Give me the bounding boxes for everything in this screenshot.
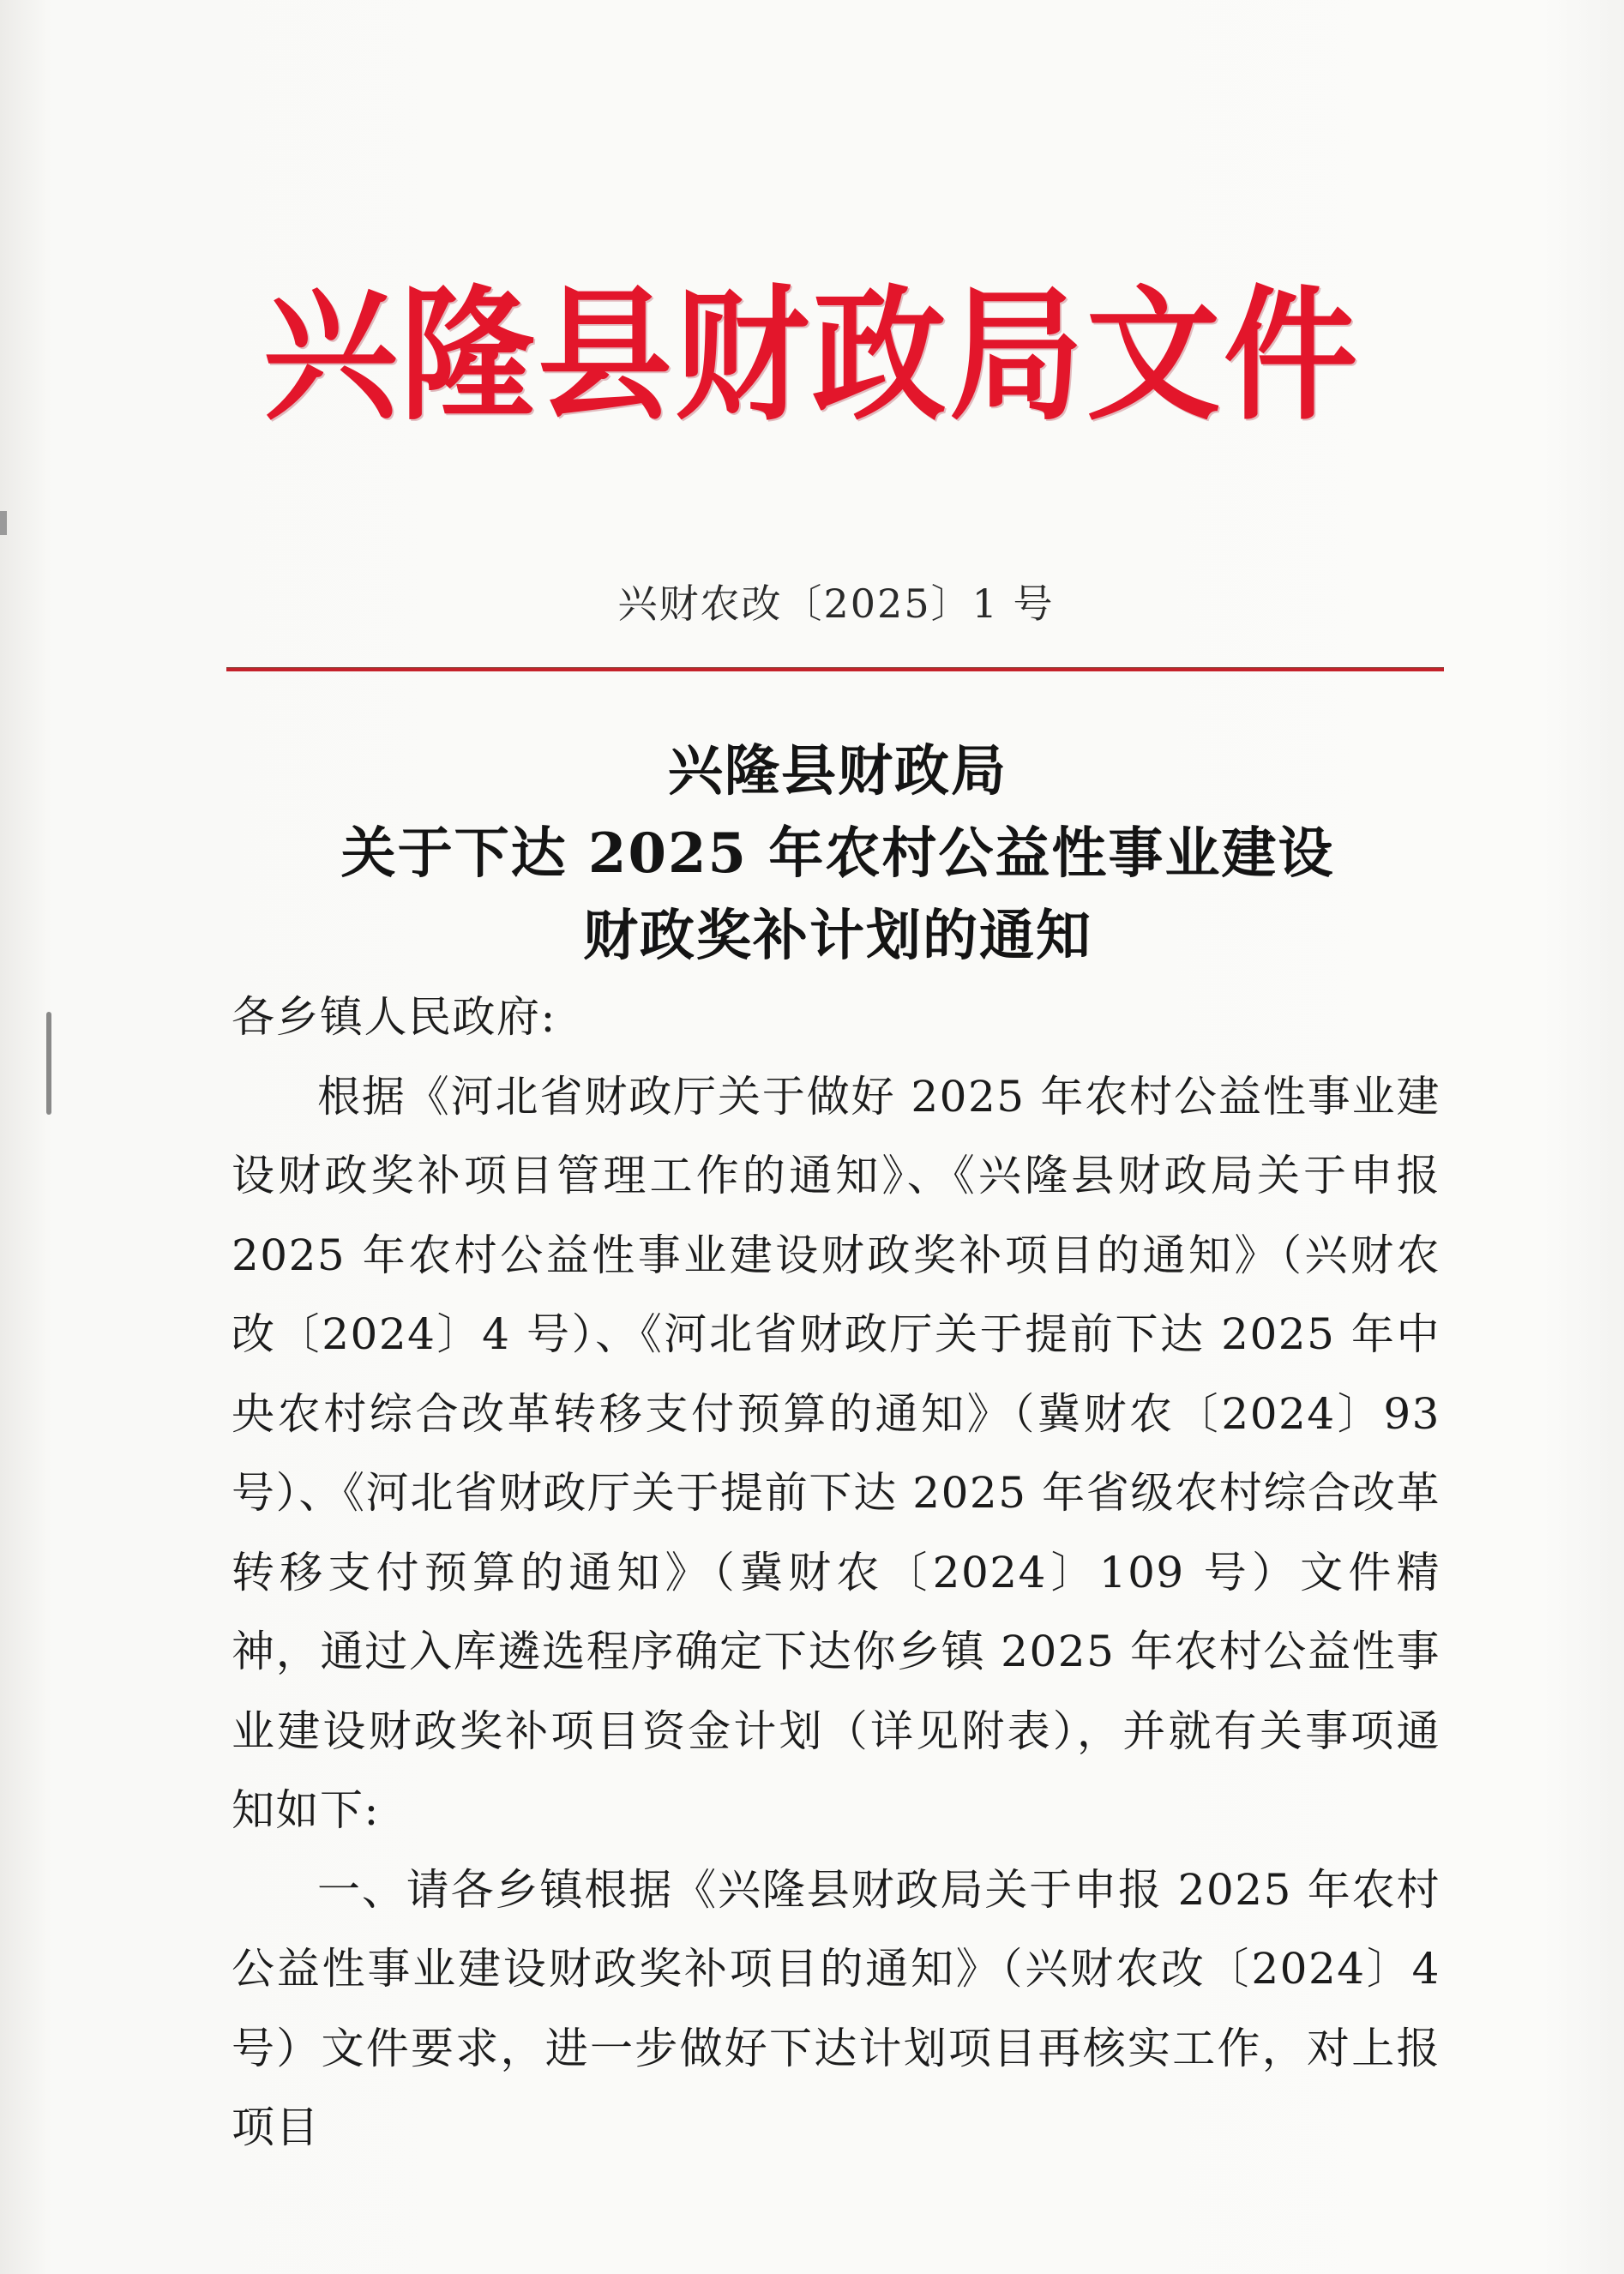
title-line-2: 关于下达 2025 年农村公益性事业建设 bbox=[340, 821, 1335, 886]
binding-mark bbox=[46, 1012, 51, 1115]
title-line-1: 兴隆县财政局 bbox=[668, 739, 1007, 803]
document-body bbox=[232, 978, 1441, 2168]
document-number: 兴财农改〔2025〕1 号 bbox=[617, 581, 1055, 627]
document-title bbox=[0, 731, 1624, 978]
paragraph-2: 一、请各乡镇根据《兴隆县财政局关于申报 2025 年农村公益性事业建设财政奖补项目的通知》（兴财农改〔2024〕4 号）文件要求，进一步做好下达计划项目再核实工作，对上报项目 bbox=[232, 1864, 1441, 2152]
paragraph-1: 根据《河北省财政厅关于做好 2025 年农村公益性事业建设财政奖补项目管理工作的通知》、《兴隆县财政局关于申报 2025 年农村公益性事业建设财政奖补项目的通知》（兴财农改〔2024〕4 号）、《河北省财政厅关于提前下达 2025 年中央农村综合改革转移支付预算的通知》（冀财农〔2024〕93 号）、《河北省财政厅关于提前下达 2025 年省级农村综合改革转移支付预算的通知》（冀财农〔2024〕109 号）文件精神，通过入库遴选程序确定下达你乡镇 2025 年农村公益性事业建设财政奖补项目资金计划（详见附表），并就有关事项通知如下: bbox=[232, 1071, 1441, 1835]
salutation: 各乡镇人民政府: bbox=[232, 992, 556, 1042]
agency-red-header: 兴隆县财政局文件 bbox=[263, 270, 1361, 440]
title-line-3: 财政奖补计划的通知 bbox=[583, 904, 1092, 968]
red-divider-line bbox=[226, 667, 1444, 671]
scan-edge-mark bbox=[0, 511, 7, 535]
